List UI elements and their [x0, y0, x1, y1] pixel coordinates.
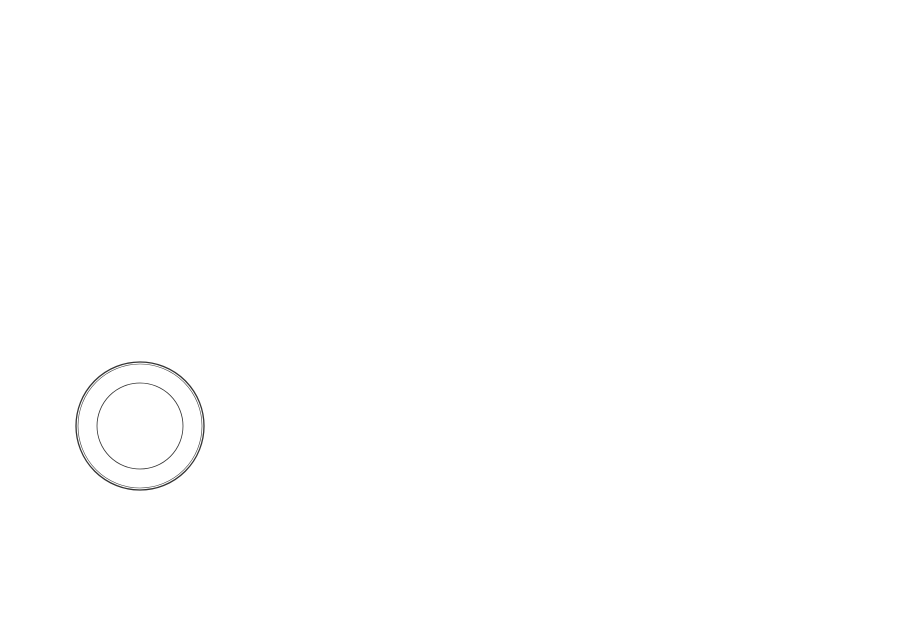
- stamp-inner-ring: [97, 383, 183, 469]
- stamp-outer-ring: [76, 362, 204, 490]
- official-stamp: [72, 358, 208, 494]
